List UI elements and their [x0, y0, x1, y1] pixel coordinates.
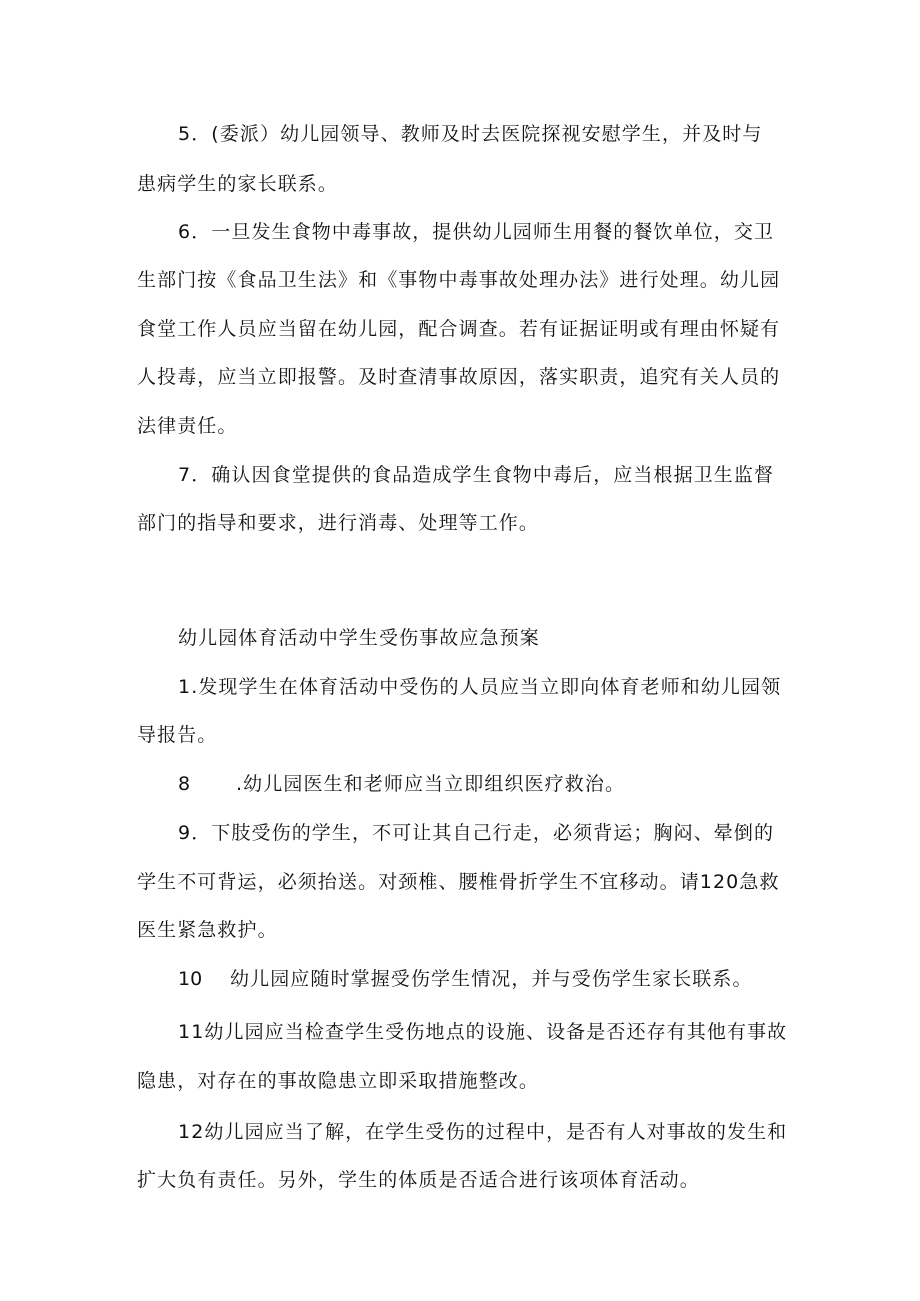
section-item-8: [178, 771, 625, 797]
section-item-9-line-1: 9．下肢受伤的学生，不可让其自己行走，必须背运；胸闷、晕倒的: [178, 822, 775, 844]
section-item-1-line-1: 1.发现学生在体育活动中受伤的人员应当立即向体育老师和幼儿园领: [178, 676, 782, 698]
item-5-line-2: 患病学生的家长联系。: [137, 173, 339, 195]
section-item-8-number: 8: [178, 773, 191, 795]
item-7-line-1: 7．确认因食堂提供的食品造成学生食物中毒后，应当根据卫生监督: [178, 464, 775, 486]
section-item-9-line-2: 学生不可背运，必须抬送。对颈椎、腰椎骨折学生不宜移动。请120急救: [137, 871, 780, 893]
section-item-12-line-2: 扩大负有责任。另外，学生的体质是否适合进行该项体育活动。: [137, 1169, 700, 1191]
section-item-12-line-1: 12幼儿园应当了解，在学生受伤的过程中，是否有人对事故的发生和: [178, 1121, 788, 1143]
section-item-9-line-3: 医生紧急救护。: [137, 919, 278, 941]
section-item-10: [178, 966, 753, 992]
item-5-line-1: 5．(委派）幼儿园领导、教师及时去医院探视安慰学生，并及时与: [178, 123, 763, 145]
section-item-1-line-2: 导报告。: [137, 724, 218, 746]
item-6-line-1: 6．一旦发生食物中毒事故，提供幼儿园师生用餐的餐饮单位，交卫: [178, 221, 775, 243]
section-item-11-line-1: 11幼儿园应当检查学生受伤地点的设施、设备是否还存有其他有事故: [178, 1021, 788, 1043]
section-item-11-line-2: 隐患，对存在的事故隐患立即采取措施整改。: [137, 1070, 540, 1092]
item-6-line-2: 生部门按《食品卫生法》和《事物中毒事故处理办法》进行处理。幼儿园: [137, 269, 781, 291]
item-6-line-5: 法律责任。: [137, 415, 238, 437]
item-6-line-3: 食堂工作人员应当留在幼儿园，配合调查。若有证据证明或有理由怀疑有: [137, 318, 781, 340]
item-7-line-2: 部门的指导和要求，进行消毒、处理等工作。: [137, 512, 540, 534]
section-item-8-text: .幼儿园医生和老师应当立即组织医疗救治。: [236, 773, 626, 795]
section-item-10-text: 幼儿园应随时掌握受伤学生情况，并与受伤学生家长联系。: [230, 968, 753, 990]
section-item-10-number: 10: [178, 968, 203, 990]
section-title: 幼儿园体育活动中学生受伤事故应急预案: [178, 627, 540, 649]
item-6-line-4: 人投毒，应当立即报警。及时查清事故原因，落实职责，追究有关人员的: [137, 366, 781, 388]
